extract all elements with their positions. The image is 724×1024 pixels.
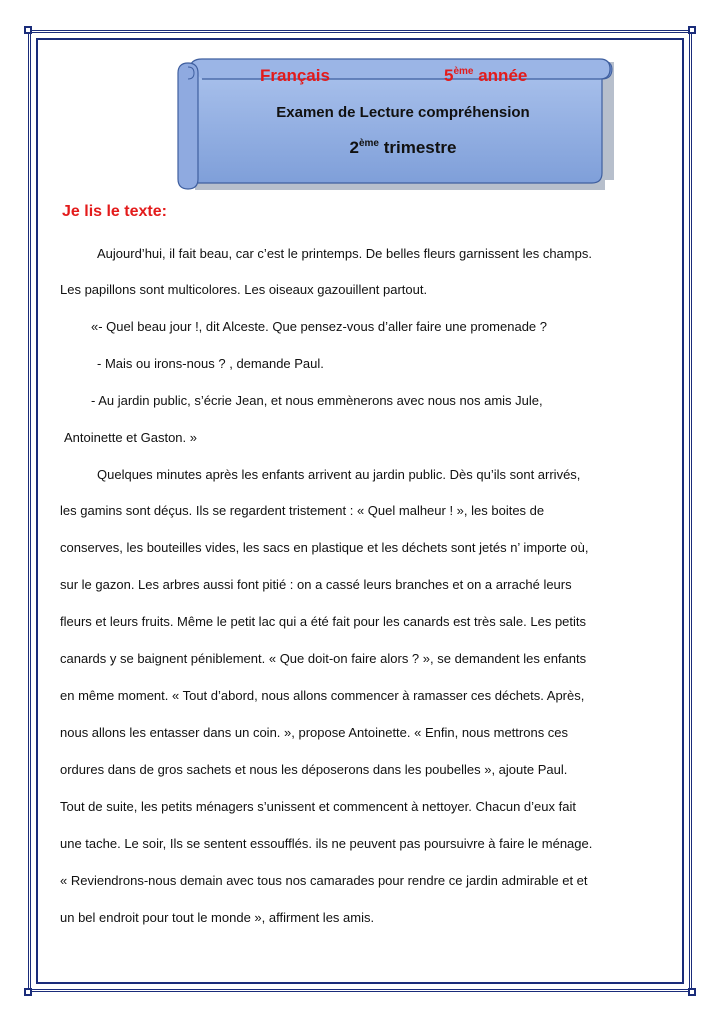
text-line: les gamins sont déçus. Ils se regardent tristement : « Quel malheur ! », les boites de: [60, 503, 545, 518]
corner-ornament-br: [688, 988, 696, 996]
text-line: conserves, les bouteilles vides, les sacs en plastique et les déchets sont jetés n’ importe où,: [60, 540, 589, 555]
text-line: Les papillons sont multicolores. Les oiseaux gazouillent partout.: [60, 282, 428, 297]
banner-subject-row: [212, 66, 594, 90]
grade-superscript: ème: [453, 66, 474, 77]
text-line: Aujourd’hui, il fait beau, car c’est le printemps. De belles fleurs garnissent les champs.: [97, 246, 592, 261]
text-line: une tache. Le soir, Ils se sentent essoufflés. ils ne peuvent pas poursuivre à faire le ménage.: [60, 836, 593, 851]
grade-label: [444, 66, 527, 86]
text-line: ordures dans de gros sachets et nous les déposerons dans les poubelles », ajoute Paul.: [60, 762, 568, 777]
text-line: Quelques minutes après les enfants arrivent au jardin public. Dès qu’ils sont arrivés,: [97, 467, 581, 482]
text-line: fleurs et leurs fruits. Même le petit lac qui a été fait pour les canards est très sale. Les petits: [60, 614, 587, 629]
corner-ornament-tr: [688, 26, 696, 34]
section-heading: Je lis le texte:: [62, 203, 167, 220]
text-line: « Reviendrons-nous demain avec tous nos camarades pour rendre ce jardin admirable et et: [60, 873, 588, 888]
text-line: «- Quel beau jour !, dit Alceste. Que pensez-vous d’aller faire une promenade ?: [91, 319, 547, 334]
grade-number: 5: [444, 66, 454, 85]
text-line: un bel endroit pour tout le monde », affirment les amis.: [60, 910, 375, 925]
text-line: canards y se baignent péniblement. « Que doit-on faire alors ? », se demandent les enfants: [60, 651, 587, 666]
text-line: en même moment. « Tout d’abord, nous allons commencer à ramasser ces déchets. Après,: [60, 688, 585, 703]
text-line: nous allons les entasser dans un coin. », propose Antoinette. « Enfin, nous mettrons ces: [60, 725, 569, 740]
corner-ornament-bl: [24, 988, 32, 996]
corner-ornament-tl: [24, 26, 32, 34]
text-line: sur le gazon. Les arbres aussi font pitié : on a cassé leurs branches et on a arraché leurs: [60, 577, 572, 592]
text-line: Antoinette et Gaston. »: [64, 430, 197, 445]
term-superscript: ème: [358, 138, 379, 149]
title-scroll-banner: [172, 55, 614, 190]
subject-label: Français: [260, 66, 330, 85]
text-line: Tout de suite, les petits ménagers s’unissent et commencent à nettoyer. Chacun d’eux fait: [60, 799, 576, 814]
exam-title: Examen de Lecture compréhension: [276, 104, 530, 121]
grade-word: année: [478, 66, 528, 85]
term-word: trimestre: [383, 138, 457, 157]
text-line: - Mais ou irons-nous ? , demande Paul.: [97, 356, 324, 371]
term-number: 2: [349, 138, 359, 157]
term-label: [212, 138, 594, 158]
text-line: - Au jardin public, s’écrie Jean, et nous emmènerons avec nous nos amis Jule,: [91, 393, 543, 408]
